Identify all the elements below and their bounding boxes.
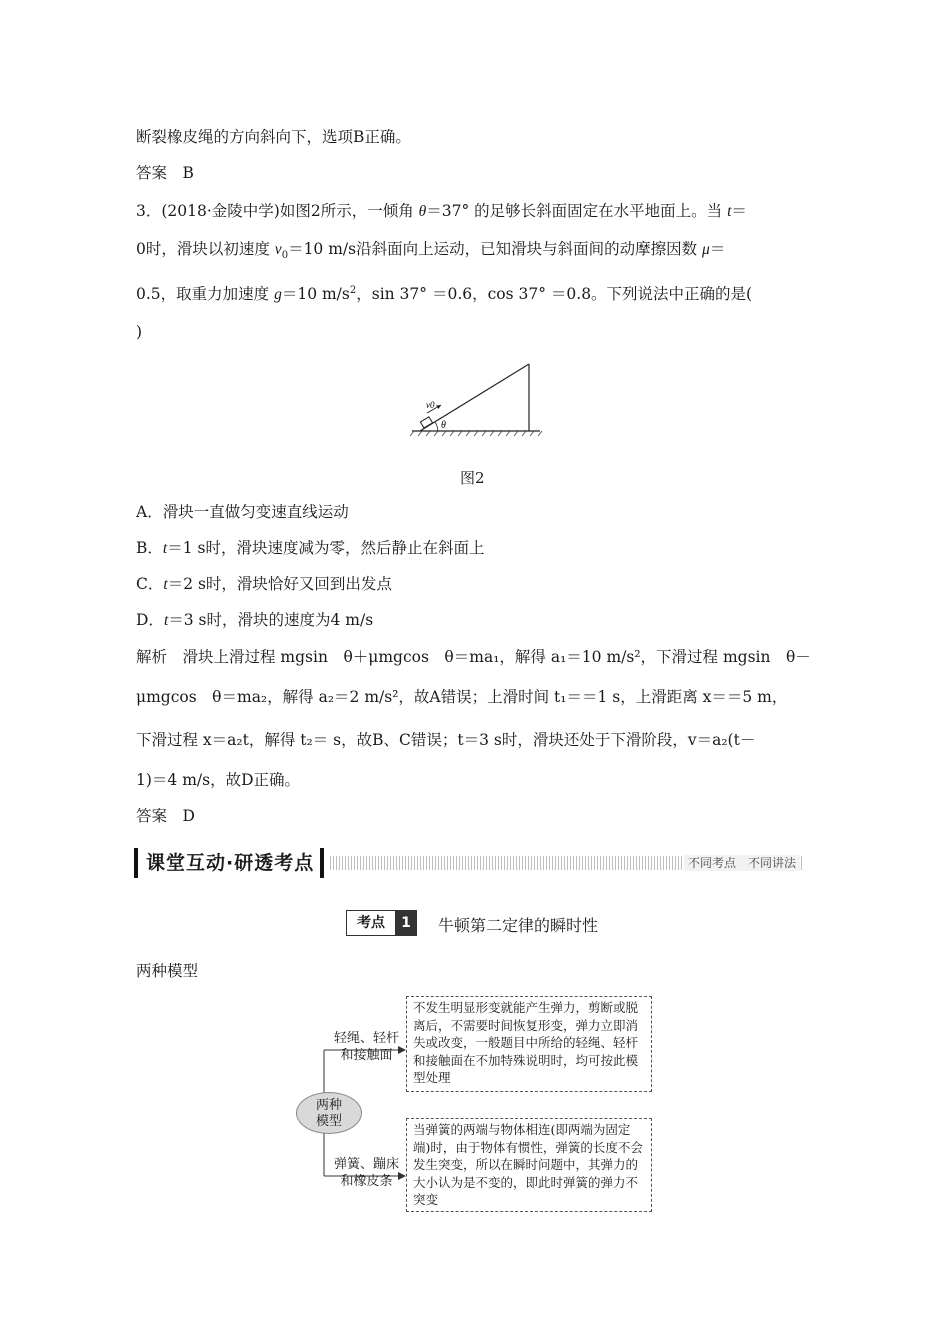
q-text: 3．(2018·金陵中学)如图2所示，一倾角 xyxy=(136,202,419,220)
angle-arc xyxy=(435,422,438,431)
answer-final xyxy=(136,806,195,826)
q-text: ＝ xyxy=(731,202,747,220)
q-theta: θ xyxy=(418,203,427,220)
q-text: ＝10 m/s xyxy=(281,285,350,303)
analysis-line-3: 下滑过程 x＝a₂t，解得 t₂＝ s，故B、C错误；t＝3 s时，滑块还处于下滑阶段，v＝a₂(t－ xyxy=(136,731,756,749)
q-text: 0.5，取重力加速度 xyxy=(136,285,275,303)
kaodian-label: 考点 xyxy=(346,910,396,936)
q-v: v xyxy=(274,241,282,258)
opt-text: ＝2 s时，滑块恰好又回到出发点 xyxy=(167,575,392,593)
answer-prev xyxy=(136,163,194,183)
answer-label: 答案 xyxy=(136,807,168,825)
opt-prefix: C． xyxy=(136,575,164,593)
question-line-4: ) xyxy=(136,323,143,341)
opt-t: t xyxy=(163,612,169,629)
q-text: ＝ xyxy=(709,240,726,258)
answer-value: D xyxy=(182,807,195,825)
opt-prefix: D． xyxy=(136,611,164,629)
incline-figure xyxy=(408,360,544,440)
figure-caption: 图2 xyxy=(460,469,485,487)
opt-prefix: B． xyxy=(136,539,163,557)
branch-text: 和橡皮条 xyxy=(340,1174,393,1189)
kaodian-number: 1 xyxy=(395,910,417,936)
models-heading: 两种模型 xyxy=(136,962,199,980)
center-node xyxy=(296,1092,362,1134)
option-c xyxy=(136,574,392,595)
option-d xyxy=(136,610,373,631)
answer-prev-label: 答案 xyxy=(136,164,168,182)
branch-text: 轻绳、轻杆 xyxy=(334,1031,400,1046)
bottom-branch-label xyxy=(334,1156,399,1190)
q-text: ＝10 m/s沿斜面向上运动，已知滑块与斜面间的动摩擦因数 xyxy=(288,240,703,258)
q-text: ＝37° 的足够长斜面固定在水平地面上。当 xyxy=(426,202,728,220)
question-line-1 xyxy=(136,201,747,222)
analysis-line-1: 解析 滑块上滑过程 mgsin θ＋μmgcos θ＝ma₁，解得 a₁＝10 m/s²，下滑过程 mgsin θ－ xyxy=(136,648,811,666)
opt-text: ＝1 s时，滑块速度减为零，然后静止在斜面上 xyxy=(167,539,485,557)
section-subtitle: 不同考点 不同讲法 xyxy=(684,855,800,871)
branch-text: 弹簧、蹦床 xyxy=(334,1157,400,1172)
q-text: ，sin 37° ＝0.6，cos 37° ＝0.8。下列说法中正确的是( xyxy=(356,285,753,303)
q-g: g xyxy=(274,286,282,303)
two-models-diagram xyxy=(296,994,656,1216)
top-branch-label xyxy=(334,1030,399,1064)
option-b xyxy=(136,538,484,559)
center-label: 两种 xyxy=(315,1098,342,1113)
theta-label: θ xyxy=(441,420,446,431)
bottom-model-box: 当弹簧的两端与物体相连(即两端为固定端)时，由于物体有惯性，弹簧的长度不会发生突变，所以在瞬时问题中，其弹力的大小认为是不变的，即此时弹簧的弹力不突变 xyxy=(406,1118,652,1212)
ground-hatch xyxy=(410,431,542,436)
intro-line: 断裂橡皮绳的方向斜向下，选项B正确。 xyxy=(136,128,411,146)
kaodian-title: 牛顿第二定律的瞬时性 xyxy=(438,916,599,935)
analysis-line-2: μmgcos θ＝ma₂，解得 a₂＝2 m/s²，故A错误；上滑时间 t₁＝＝1 s，上滑距离 x＝＝5 m， xyxy=(136,688,788,706)
question-line-3 xyxy=(136,284,752,305)
answer-prev-value: B xyxy=(182,164,194,182)
q-mu: μ xyxy=(702,241,710,258)
block-icon xyxy=(420,417,432,428)
question-line-2 xyxy=(136,239,725,260)
q-text: 0时，滑块以初速度 xyxy=(136,240,275,258)
option-a: A．滑块一直做匀变速直线运动 xyxy=(136,503,349,521)
section-banner xyxy=(134,848,804,878)
opt-t: t xyxy=(162,540,168,557)
q-sub: 0 xyxy=(281,250,289,262)
incline-surface xyxy=(420,364,529,431)
opt-text: ＝3 s时，滑块的速度为4 m/s xyxy=(168,611,374,629)
center-label: 模型 xyxy=(315,1114,342,1129)
q-t: t xyxy=(727,203,732,220)
branch-text: 和接触面 xyxy=(340,1048,393,1063)
section-title: 课堂互动·研透考点 xyxy=(134,848,324,878)
q-sup: 2 xyxy=(349,284,357,296)
opt-t: t xyxy=(163,576,168,593)
top-model-box: 不发生明显形变就能产生弹力，剪断或脱离后，不需要时间恢复形变，弹力立即消失或改变，一般题目中所给的轻绳、轻杆和接触面在不加特殊说明时，均可按此模型处理 xyxy=(406,996,652,1092)
v0-label: v0 xyxy=(426,400,435,410)
analysis-line-4: 1)＝4 m/s，故D正确。 xyxy=(136,771,300,789)
